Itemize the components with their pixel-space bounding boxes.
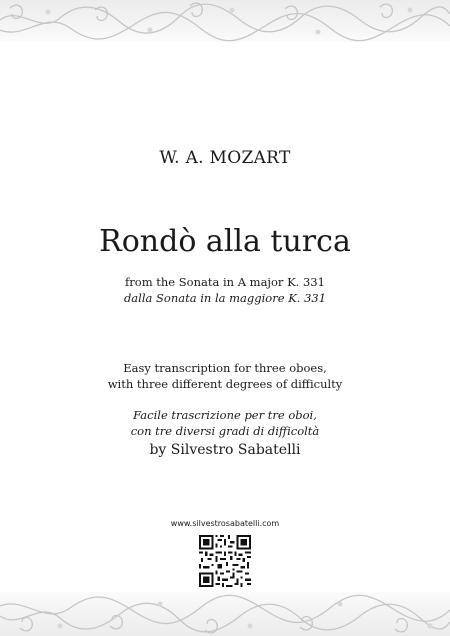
description-english-line2: with three different degrees of difficulty: [107, 377, 343, 391]
ornament-top-icon: [0, 0, 450, 42]
description-english-line1: Easy transcription for three oboes,: [123, 361, 327, 375]
subtitle-italian: dalla Sonata in la maggiore K. 331: [123, 291, 327, 305]
qr-code-icon[interactable]: [199, 535, 251, 587]
composer-name: W. A. MOZART: [159, 148, 291, 168]
subtitle-english: from the Sonata in A major K. 331: [125, 275, 325, 289]
author-credit: by Silvestro Sabatelli: [149, 442, 301, 458]
description-italian-line2: con tre diversi gradi di difficoltà: [130, 424, 320, 438]
decorative-bottom-border: [0, 592, 450, 636]
website-link[interactable]: www.silvestrosabatelli.com: [170, 519, 280, 528]
ornament-bottom-icon: [0, 592, 450, 636]
decorative-top-border: [0, 0, 450, 42]
piece-title: Rondò alla turca: [99, 224, 351, 259]
description-italian-line1: Facile trascrizione per tre oboi,: [133, 408, 317, 422]
